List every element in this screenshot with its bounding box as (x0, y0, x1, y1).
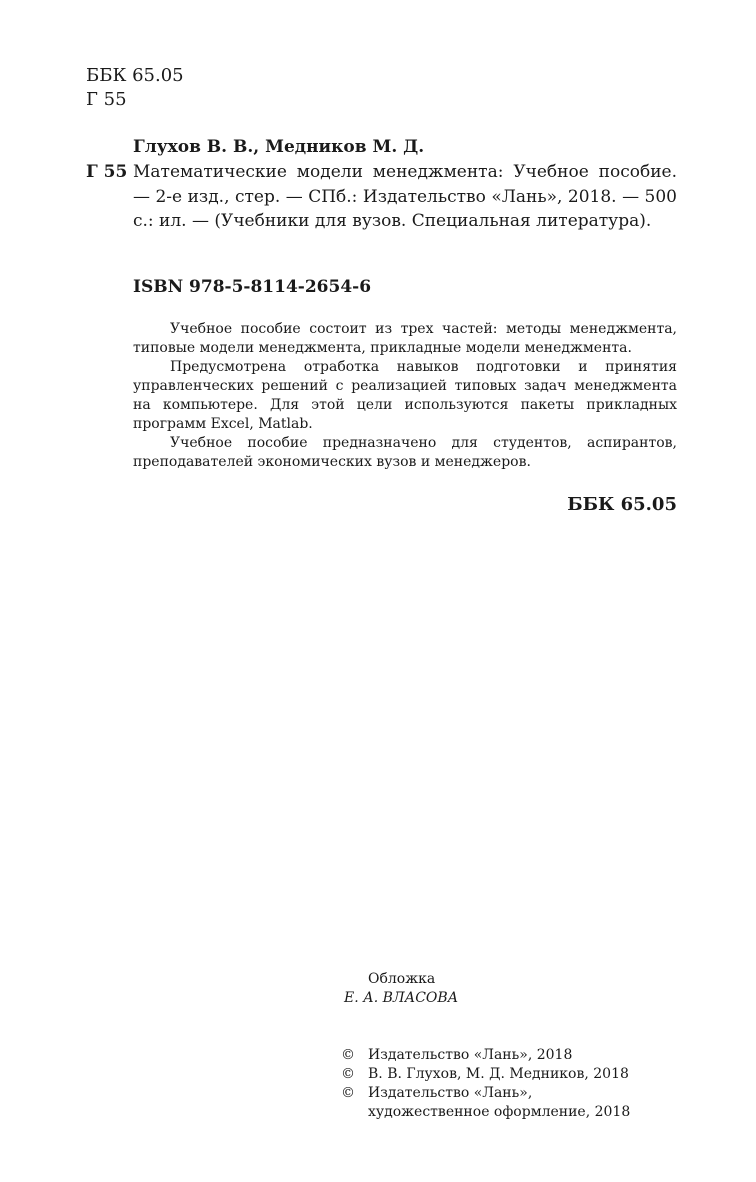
copyright-line (341, 1084, 630, 1122)
copyright-text: В. В. Глухов, М. Д. Медников, 2018 (368, 1066, 629, 1082)
copyright-block (341, 1046, 630, 1122)
annotation-paragraph: Предусмотрена отработка навыков подготовки и принятия управленческих решений с реализацией типовых задач менеджмента на компьютере. Для этой цели используются пакеты прикладных программ Excel, Matlab. (133, 359, 677, 432)
author-mark: Г 55 (86, 89, 127, 110)
cover-credit (344, 970, 458, 1008)
authors: Глухов В. В., Медников М. Д. (133, 137, 425, 157)
bbk-footer: ББК 65.05 (567, 494, 677, 515)
copyright-text: Издательство «Лань», (368, 1085, 533, 1101)
annotation-paragraph: Учебное пособие предназначено для студентов, аспирантов, преподавателей экономических вузов и менеджеров. (133, 435, 677, 470)
copyright-icon: © (341, 1066, 355, 1082)
annotation (133, 320, 677, 472)
copyright-icon: © (341, 1047, 355, 1063)
isbn: ISBN 978-5-8114-2654-6 (133, 277, 372, 297)
bbk-header (86, 64, 184, 112)
copyright-line (341, 1046, 630, 1065)
bbk-index: ББК 65.05 (86, 65, 184, 86)
cover-designer: Е. А. ВЛАСОВА (344, 990, 459, 1006)
bibliographic-citation: Математические модели менеджмента: Учебное пособие. — 2-е изд., стер. — СПб.: Издательство «Лань», 2018. — 500 с.: ил. — (Учебники для вузов. Специальная литература). (133, 162, 677, 231)
cover-label: Обложка (368, 971, 436, 987)
author-code: Г 55 (86, 162, 128, 182)
copyright-icon: © (341, 1085, 355, 1101)
copyright-text: Издательство «Лань», 2018 (368, 1047, 573, 1063)
annotation-paragraph: Учебное пособие состоит из трех частей: методы менеджмента, типовые модели менеджмента, прикладные модели менеджмента. (133, 321, 677, 356)
copyright-text: художественное оформление, 2018 (368, 1104, 631, 1120)
copyright-line (341, 1065, 630, 1084)
